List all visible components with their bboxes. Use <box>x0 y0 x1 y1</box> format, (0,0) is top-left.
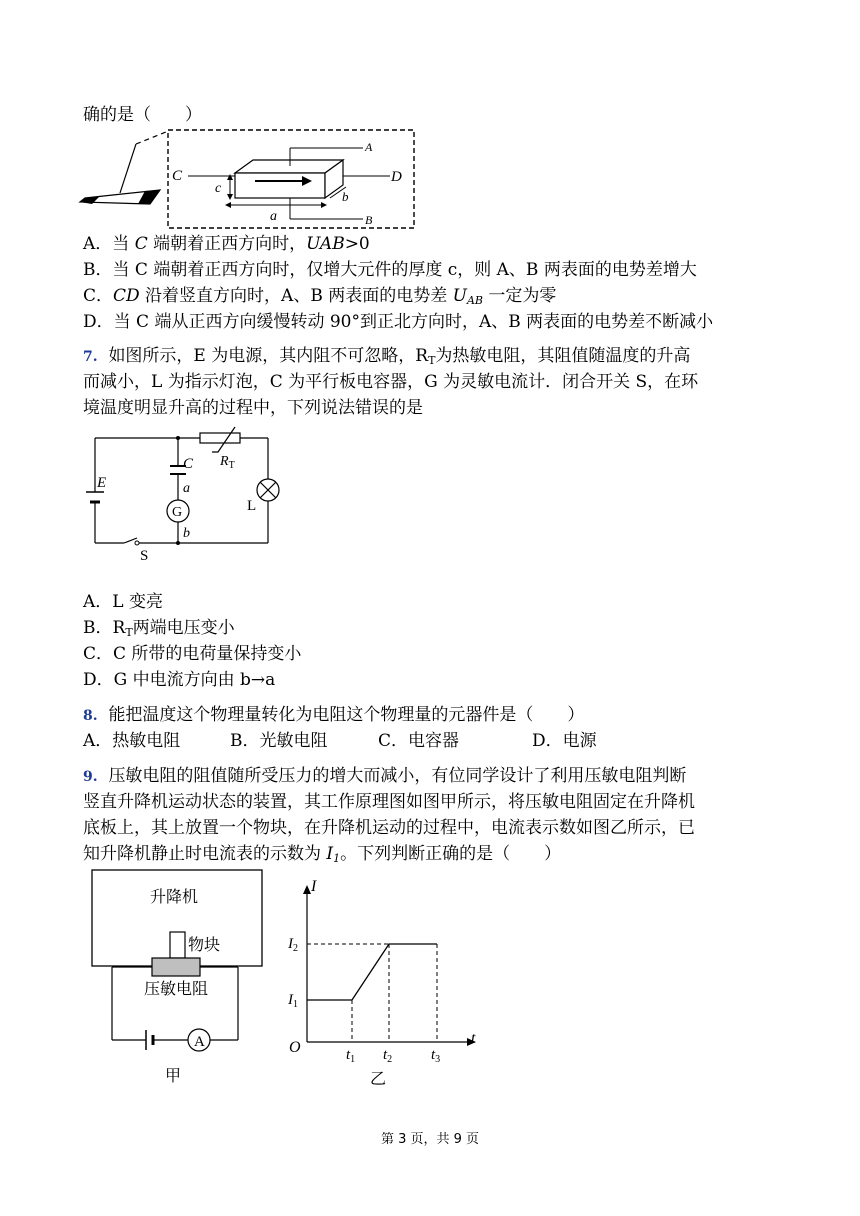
q7-stem-line-3: 境温度明显升高的过程中，下列说法错误的是 <box>83 398 423 418</box>
label-c: c <box>215 181 222 196</box>
q7-circuit-figure <box>90 430 290 565</box>
label-b: b <box>342 189 349 204</box>
q8-option-a: A．热敏电阻 <box>83 731 181 751</box>
caption-yi: 乙 <box>370 1071 387 1088</box>
q9-stem-line-3: 底板上，其上放置一个物块，在升降机运动的过程中，电流表示数如图乙所示，已 <box>83 818 695 838</box>
q9-stem-line-2: 竖直升降机运动状态的装置，其工作原理图如图甲所示，将压敏电阻固定在升降机 <box>83 792 695 812</box>
label-E: E <box>97 475 107 491</box>
label-L: L <box>247 498 257 514</box>
q8-option-b: B．光敏电阻 <box>230 731 328 751</box>
current-curve <box>307 944 437 1000</box>
label-a: a <box>183 481 190 496</box>
q7-stem-line-1: 7. 如图所示，E 为电源，其内阻不可忽略，$R_T$为热敏电阻，其阻值随温度的升高 <box>83 346 691 367</box>
y-axis-label: I <box>311 878 317 895</box>
label-B: B <box>365 213 373 227</box>
label-I1: $I_1$ <box>288 992 298 1010</box>
origin-label: O <box>289 1039 301 1056</box>
q7-option-c: C．C 所带的电荷量保持变小 <box>83 644 302 664</box>
q7-option-a: A．L 变亮 <box>83 592 163 612</box>
label-S: S <box>140 548 149 564</box>
q8-stem: 8. 能把温度这个物理量转化为电阻这个物理量的元器件是（ ） <box>83 705 585 725</box>
q6-stem-tail: 确的是（ ） <box>83 105 202 125</box>
q9-current-graph <box>285 868 485 1088</box>
q7-stem-line-2: 而减小，L 为指示灯泡，C 为平行板电容器，G 为灵敏电流计．闭合开关 S，在环 <box>83 372 699 392</box>
label-t1: $t_1$ <box>346 1047 356 1065</box>
label-t3: $t_3$ <box>431 1047 441 1065</box>
galvanometer-G: G <box>172 505 183 520</box>
label-C: C <box>172 168 183 184</box>
q8-option-d: D．电源 <box>532 731 597 751</box>
q6-option-b: B．当 C 端朝着正西方向时，仅增大元件的厚度 c，则 A、B 两表面的电势差增大 <box>83 260 697 280</box>
label-a: a <box>270 209 277 224</box>
q9-elevator-figure <box>90 868 270 1088</box>
q8-option-c: C．电容器 <box>378 731 460 751</box>
x-axis-label: t <box>471 1030 476 1047</box>
q6-option-a: A．当 C 端朝着正西方向时，UAB>0 <box>83 234 370 254</box>
label-b: b <box>183 526 190 541</box>
caption-jia: 甲 <box>165 1068 182 1085</box>
q6-option-d: D．当 C 端从正西方向缓慢转动 90°到正北方向时，A、B 两表面的电势差不断减小 <box>83 312 714 332</box>
q6-option-c: C．CD 沿着竖直方向时，A、B 两表面的电势差 $U_{AB}$ 一定为零 <box>83 286 557 307</box>
page-footer: 第 3 页，共 9 页 <box>380 1132 480 1147</box>
ammeter-A: A <box>194 1034 205 1050</box>
label-elevator: 升降机 <box>150 889 199 906</box>
q7-option-b: B．$R_T$两端电压变小 <box>83 618 235 639</box>
label-C: C <box>183 456 194 472</box>
label-block: 物块 <box>188 937 221 954</box>
label-D: D <box>391 169 402 185</box>
q9-stem-line-1: 9. 压敏电阻的阻值随所受压力的增大而减小，有位同学设计了利用压敏电阻判断 <box>83 766 687 786</box>
q6-hall-element-figure <box>80 128 420 230</box>
label-t2: $t_2$ <box>383 1047 393 1065</box>
label-RT: $R_T$ <box>220 454 235 471</box>
label-pressure-resistor: 压敏电阻 <box>144 981 209 998</box>
label-I2: $I_2$ <box>288 936 298 954</box>
q7-option-d: D．G 中电流方向由 b→a <box>83 670 276 690</box>
q9-stem-line-4: 知升降机静止时电流表的示数为 $I_1$。下列判断正确的是（ ） <box>83 844 562 865</box>
label-A: A <box>365 140 373 154</box>
